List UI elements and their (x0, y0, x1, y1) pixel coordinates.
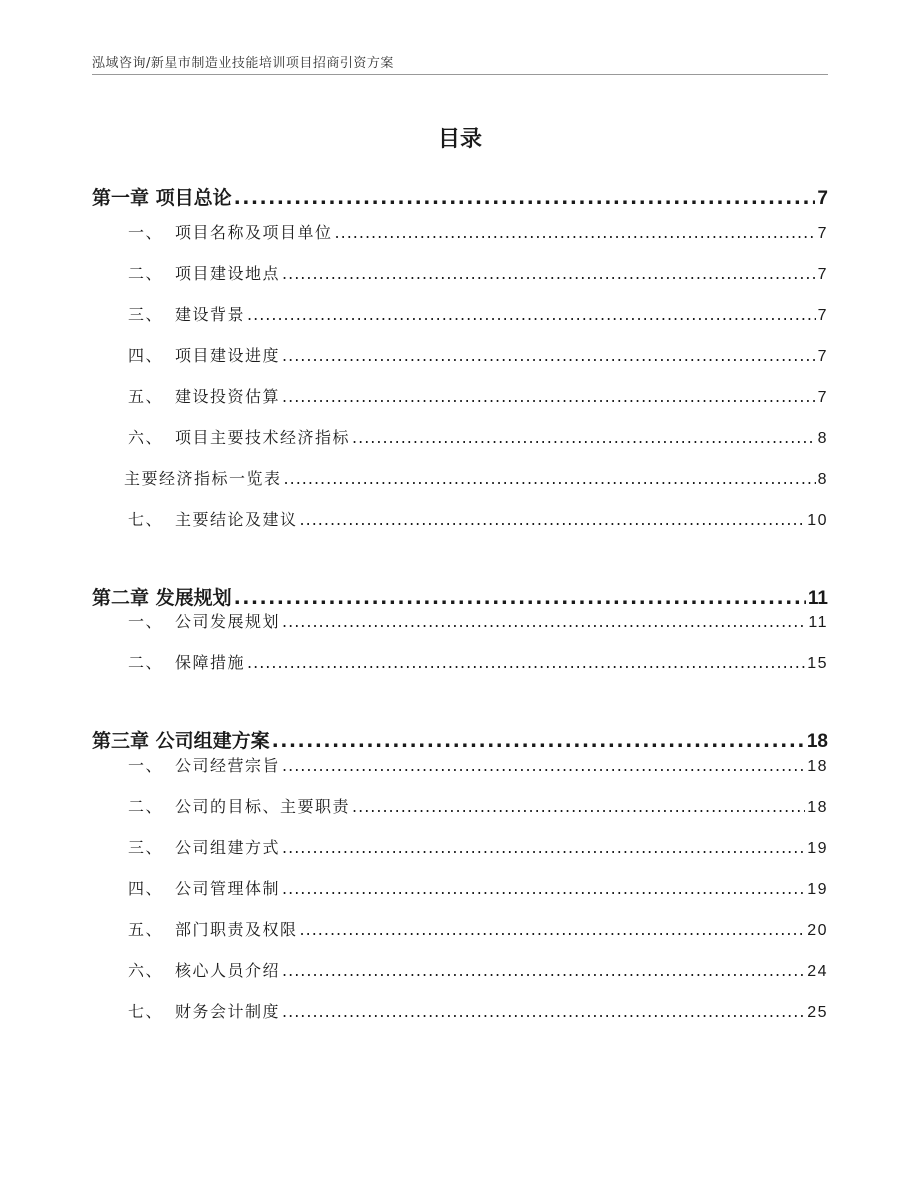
toc-entry[interactable] (92, 609, 828, 632)
entry-number: 一、 (128, 223, 164, 242)
page-number: 7 (817, 389, 828, 406)
entry-number: 六、 (128, 961, 164, 980)
page-number: 18 (807, 758, 828, 775)
toc-entry[interactable] (92, 917, 828, 940)
toc-chapter-3[interactable] (92, 726, 828, 753)
dot-leader (247, 305, 816, 324)
dot-leader (282, 1002, 805, 1021)
toc-entry[interactable] (92, 999, 828, 1022)
dot-leader (282, 961, 805, 980)
dot-leader (272, 730, 805, 752)
entry-number: 二、 (128, 797, 164, 816)
page-number: 19 (807, 881, 828, 898)
dot-leader (247, 653, 805, 672)
toc-entry[interactable] (92, 302, 828, 325)
toc-entry[interactable] (92, 261, 828, 284)
entry-text: 公司经营宗旨 (175, 756, 281, 775)
chapter-label: 第三章 公司组建方案 (92, 730, 270, 752)
page-number: 8 (817, 471, 828, 488)
running-header: 泓域咨询/新星市制造业技能培训项目招商引资方案 (92, 56, 394, 71)
page-number: 24 (807, 963, 828, 980)
chapter-label: 第一章 项目总论 (92, 187, 232, 209)
entry-text: 公司管理体制 (175, 879, 281, 898)
entry-text: 主要结论及建议 (175, 510, 298, 529)
toc-title: 目录 (437, 127, 482, 152)
toc-entry[interactable] (92, 794, 828, 817)
dot-leader (282, 264, 816, 283)
toc-chapter-2[interactable] (92, 583, 828, 610)
dot-leader (352, 797, 805, 816)
entry-number: 五、 (128, 387, 164, 406)
entry-text: 核心人员介绍 (175, 961, 281, 980)
entry-number: 二、 (128, 264, 164, 283)
dot-leader (282, 756, 805, 775)
entry-text: 公司组建方式 (175, 838, 281, 857)
entry-number: 四、 (128, 346, 164, 365)
page-number: 15 (807, 655, 828, 672)
page-number: 18 (806, 731, 828, 752)
page-number: 8 (817, 430, 828, 447)
entry-number: 二、 (128, 653, 164, 672)
dot-leader (300, 920, 806, 939)
entry-text: 项目名称及项目单位 (175, 223, 333, 242)
entry-text: 主要经济指标一览表 (124, 469, 282, 488)
page-number: 10 (807, 512, 828, 529)
entry-text: 项目建设地点 (175, 264, 281, 283)
entry-number: 一、 (128, 612, 164, 631)
dot-leader (300, 510, 806, 529)
entry-text: 公司的目标、主要职责 (175, 797, 351, 816)
entry-number: 三、 (128, 305, 164, 324)
dot-leader (234, 587, 806, 609)
toc-entry[interactable] (92, 507, 828, 530)
dot-leader (282, 387, 816, 406)
toc-entry[interactable] (92, 650, 828, 673)
page-number: 11 (808, 614, 828, 631)
dot-leader (335, 223, 816, 242)
toc-entry[interactable] (92, 835, 828, 858)
dot-leader (282, 612, 806, 631)
entry-number: 七、 (128, 1002, 164, 1021)
entry-number: 四、 (128, 879, 164, 898)
toc-entry[interactable] (92, 876, 828, 899)
entry-text: 建设投资估算 (175, 387, 281, 406)
page-number: 19 (807, 840, 828, 857)
page-number: 20 (807, 922, 828, 939)
entry-text: 财务会计制度 (175, 1002, 281, 1021)
entry-text: 公司发展规划 (175, 612, 281, 631)
toc-entry[interactable] (92, 958, 828, 981)
toc-entry[interactable] (92, 384, 828, 407)
toc-entry[interactable] (92, 425, 828, 448)
page-number: 7 (817, 348, 828, 365)
toc-entry[interactable] (92, 220, 828, 243)
page-number: 18 (807, 799, 828, 816)
dot-leader (352, 428, 816, 447)
toc-entry[interactable] (92, 466, 828, 489)
entry-number: 三、 (128, 838, 164, 857)
page-number: 7 (817, 225, 828, 242)
dot-leader (234, 187, 816, 209)
page-number: 7 (817, 266, 828, 283)
entry-number: 六、 (128, 428, 164, 447)
entry-number: 五、 (128, 920, 164, 939)
page-number: 25 (807, 1004, 828, 1021)
dot-leader (282, 346, 816, 365)
entry-number: 七、 (128, 510, 164, 529)
toc-chapter-1[interactable] (92, 183, 828, 210)
page-number: 7 (817, 307, 828, 324)
toc-entry[interactable] (92, 343, 828, 366)
entry-text: 建设背景 (175, 305, 246, 324)
chapter-label: 第二章 发展规划 (92, 587, 232, 609)
entry-number: 一、 (128, 756, 164, 775)
entry-text: 项目主要技术经济指标 (175, 428, 351, 447)
page-number: 7 (817, 188, 828, 209)
entry-text: 项目建设进度 (175, 346, 281, 365)
entry-text: 部门职责及权限 (175, 920, 298, 939)
dot-leader (282, 838, 805, 857)
entry-text: 保障措施 (175, 653, 246, 672)
toc-entry[interactable] (92, 753, 828, 776)
dot-leader (284, 469, 816, 488)
page-number: 11 (807, 588, 828, 609)
dot-leader (282, 879, 805, 898)
header-rule (92, 74, 828, 75)
